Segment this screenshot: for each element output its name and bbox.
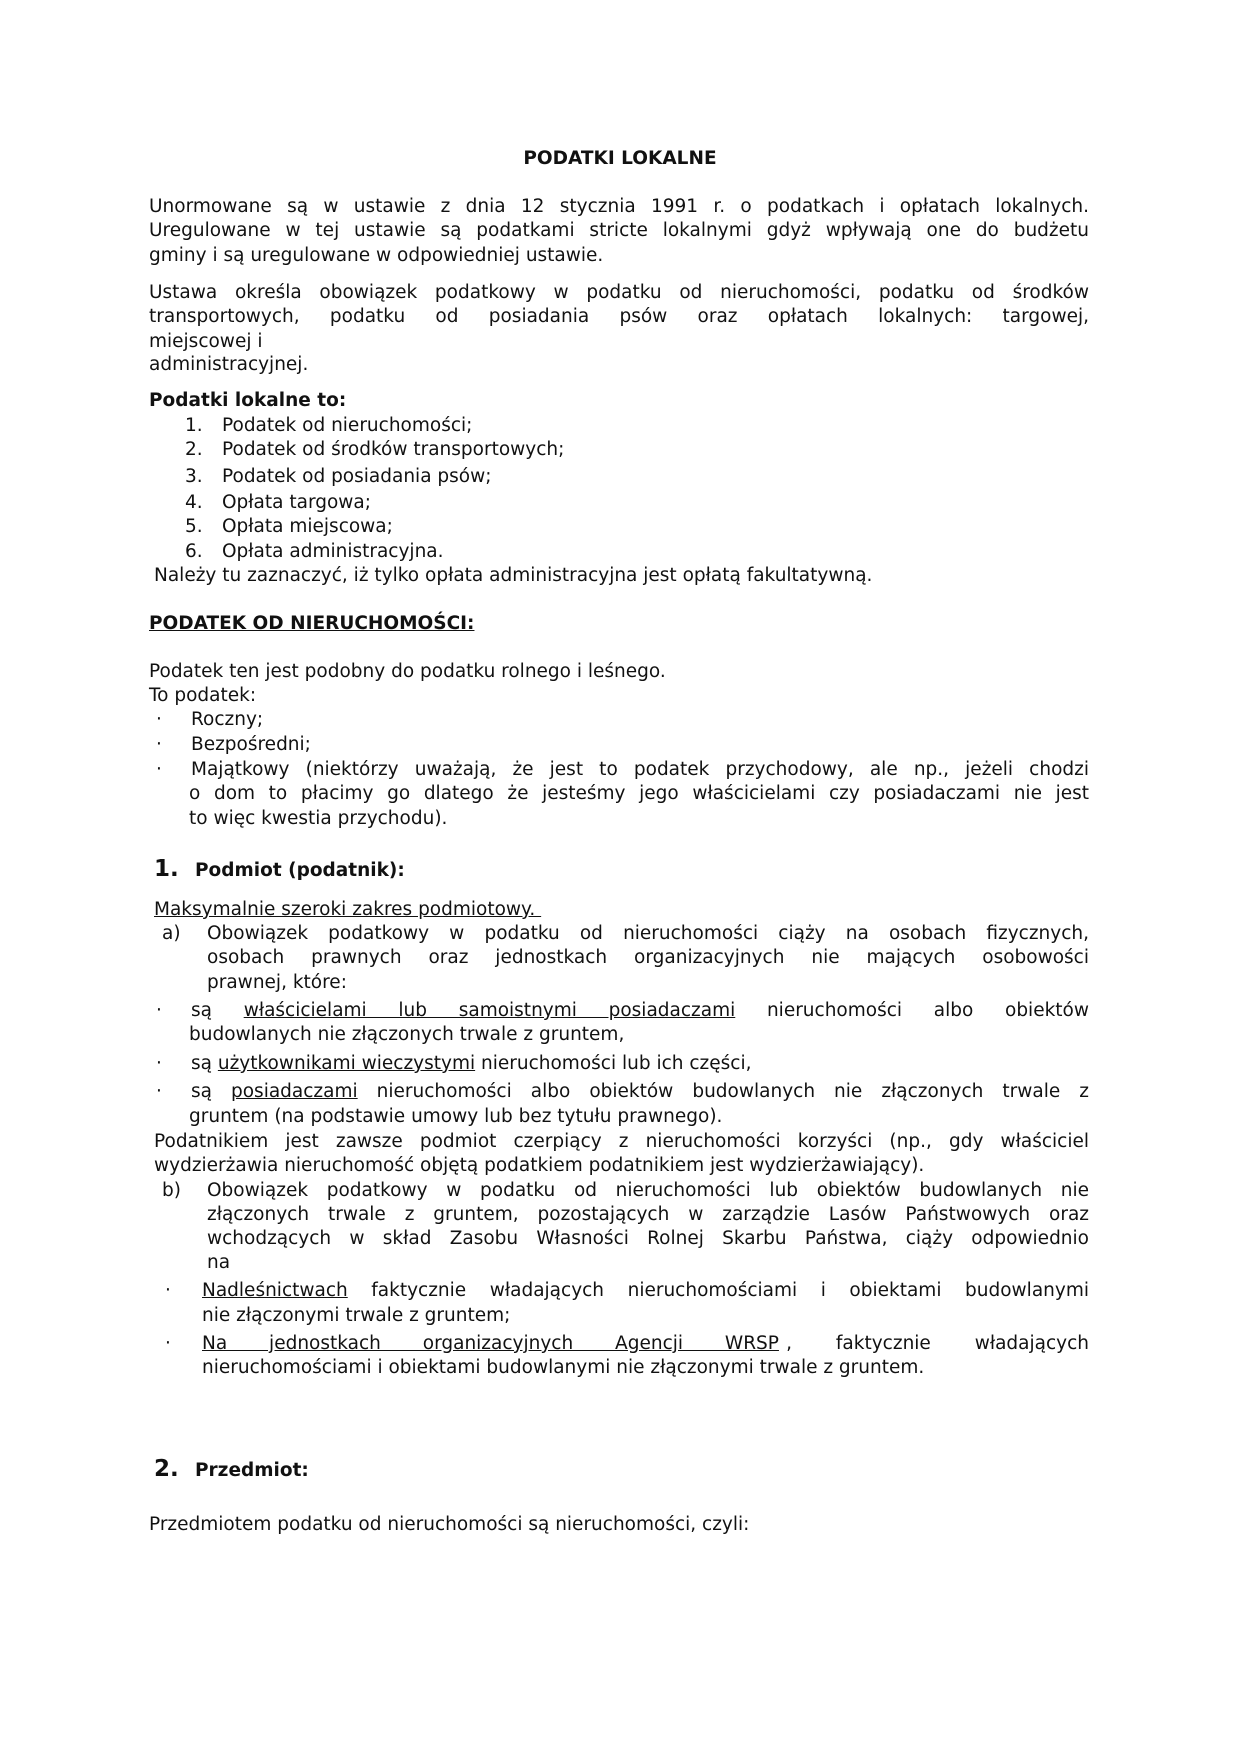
local-taxes-heading: Podatki lokalne to: <box>149 390 347 411</box>
bullet-text: są <box>191 1081 231 1102</box>
feature-item: o dom to płacimy go dlatego że jesteśmy jego właścicielami czy posiadaczami nie jest <box>189 783 1089 804</box>
bullet-continuation: budowlanych nie złączonych trwale z gruntem, <box>189 1024 625 1045</box>
bullet-text: nieruchomości albo obiektów <box>735 1000 1089 1021</box>
bullet-item <box>191 1052 751 1076</box>
paragraph-line: osobach prawnych oraz jednostkach organizacyjnych nie mających osobowości <box>207 947 1089 968</box>
underlined-term: Nadleśnictwach <box>202 1280 348 1301</box>
list-item: Podatek od posiadania psów; <box>222 466 492 487</box>
bullet-icon: · <box>156 1081 162 1102</box>
taxpayer-line: wydzierżawia nieruchomość objętą podatkiem podatnikiem jest wydzierżawiający). <box>154 1155 925 1176</box>
intro-line: gminy i są uregulowane w odpowiedniej ustawie. <box>149 245 604 266</box>
section1-heading: Podmiot (podatnik): <box>195 860 405 881</box>
intro-line: Unormowane są w ustawie z dnia 12 stycznia 1991 r. o podatkach i opłatach lokalnych. <box>149 196 1089 217</box>
bullet-continuation: gruntem (na podstawie umowy lub bez tytułu prawnego). <box>189 1106 723 1127</box>
bullet-icon: · <box>156 759 162 780</box>
list-item: Opłata targowa; <box>222 492 372 513</box>
section2-heading: Przedmiot: <box>195 1460 309 1481</box>
paragraph-line: na <box>207 1252 231 1273</box>
taxpayer-line: Podatnikiem jest zawsze podmiot czerpiący z nieruchomości korzyści (np., gdy właściciel <box>154 1131 1089 1152</box>
paragraph-line: wchodzących w skład Zasobu Własności Rolnej Skarbu Państwa, ciąży odpowiednio <box>207 1228 1089 1249</box>
list-item: Opłata administracyjna. <box>222 541 444 562</box>
local-taxes-note: Należy tu zaznaczyć, iż tylko opłata administracyjna jest opłatą fakultatywną. <box>154 565 873 586</box>
bullet-text: nieruchomości albo obiektów budowlanych nie złączonych trwale z <box>357 1081 1089 1102</box>
list-item: Podatek od nieruchomości; <box>222 415 473 436</box>
bullet-icon: · <box>156 1000 162 1021</box>
bullet-text: nieruchomości lub ich części, <box>475 1053 752 1074</box>
paragraph-line: prawnej, które: <box>207 972 347 993</box>
bullet-continuation: nie złączonymi trwale z gruntem; <box>202 1305 511 1326</box>
list-number: 5. <box>185 516 203 537</box>
list-number: 2. <box>185 439 203 460</box>
section-number: 1. <box>154 856 179 882</box>
list-number: 3. <box>185 466 203 487</box>
bullet-item <box>202 1279 1089 1303</box>
feature-item: Roczny; <box>191 709 264 730</box>
list-number: 6. <box>185 541 203 562</box>
bullet-icon: · <box>165 1333 171 1354</box>
list-number: 1. <box>185 415 203 436</box>
bullet-text: , faktycznie władających <box>786 1333 1089 1354</box>
bullet-text: są <box>191 1053 218 1074</box>
bullet-icon: · <box>156 734 162 755</box>
feature-item: Bezpośredni; <box>191 734 311 755</box>
list-item: Podatek od środków transportowych; <box>222 439 565 460</box>
feature-item: Majątkowy (niektórzy uważają, że jest to podatek przychodowy, ale np., jeżeli chodzi <box>191 759 1089 780</box>
property-tax-similar: Podatek ten jest podobny do podatku rolnego i leśnego. <box>149 661 666 682</box>
underlined-term: posiadaczami <box>231 1081 358 1102</box>
property-tax-heading: PODATEK OD NIERUCHOMOŚCI: <box>149 613 475 634</box>
list-label: a) <box>162 923 181 944</box>
bullet-item <box>202 1332 1089 1356</box>
paragraph-line: Obowiązek podatkowy w podatku od nieruchomości ciąży na osobach fizycznych, <box>207 923 1089 944</box>
list-label: b) <box>162 1180 181 1201</box>
to-podatek-label: To podatek: <box>149 685 257 706</box>
underlined-term: właścicielami lub samoistnymi posiadaczami <box>243 1000 736 1021</box>
scope-line: Ustawa określa obowiązek podatkowy w podatku od nieruchomości, podatku od środków <box>149 282 1089 303</box>
bullet-icon: · <box>156 709 162 730</box>
paragraph-line: Obowiązek podatkowy w podatku od nieruchomości lub obiektów budowlanych nie <box>207 1180 1089 1201</box>
bullet-item <box>191 1080 1089 1104</box>
section-number: 2. <box>154 1456 179 1482</box>
section1-subheading: Maksymalnie szeroki zakres podmiotowy. <box>154 899 542 920</box>
scope-line: administracyjnej. <box>149 354 309 375</box>
bullet-item <box>191 999 1089 1023</box>
bullet-icon: · <box>156 1053 162 1074</box>
underlined-term: użytkownikami wieczystymi <box>217 1053 476 1074</box>
bullet-text: faktycznie władających nieruchomościami i obiektami budowlanymi <box>347 1280 1089 1301</box>
list-item: Opłata miejscowa; <box>222 516 393 537</box>
paragraph-line: złączonych trwale z gruntem, pozostających w zarządzie Lasów Państwowych oraz <box>207 1204 1089 1225</box>
underlined-term: Na jednostkach organizacyjnych Agencji WRSP <box>202 1333 779 1354</box>
bullet-icon: · <box>165 1280 171 1301</box>
bullet-continuation: nieruchomościami i obiektami budowlanymi nie złączonymi trwale z gruntem. <box>202 1357 925 1378</box>
document-title: PODATKI LOKALNE <box>523 148 717 169</box>
section2-text: Przedmiotem podatku od nieruchomości są nieruchomości, czyli: <box>149 1514 750 1535</box>
feature-item: to więc kwestia przychodu). <box>189 808 448 829</box>
scope-line: transportowych, podatku od posiadania psów oraz opłatach lokalnych: targowej, <box>149 306 1089 327</box>
intro-line: Uregulowane w tej ustawie są podatkami stricte lokalnymi gdyż wpływają one do budżetu <box>149 220 1089 241</box>
bullet-text: są <box>191 1000 244 1021</box>
list-number: 4. <box>185 492 203 513</box>
scope-line: miejscowej i <box>149 331 263 352</box>
